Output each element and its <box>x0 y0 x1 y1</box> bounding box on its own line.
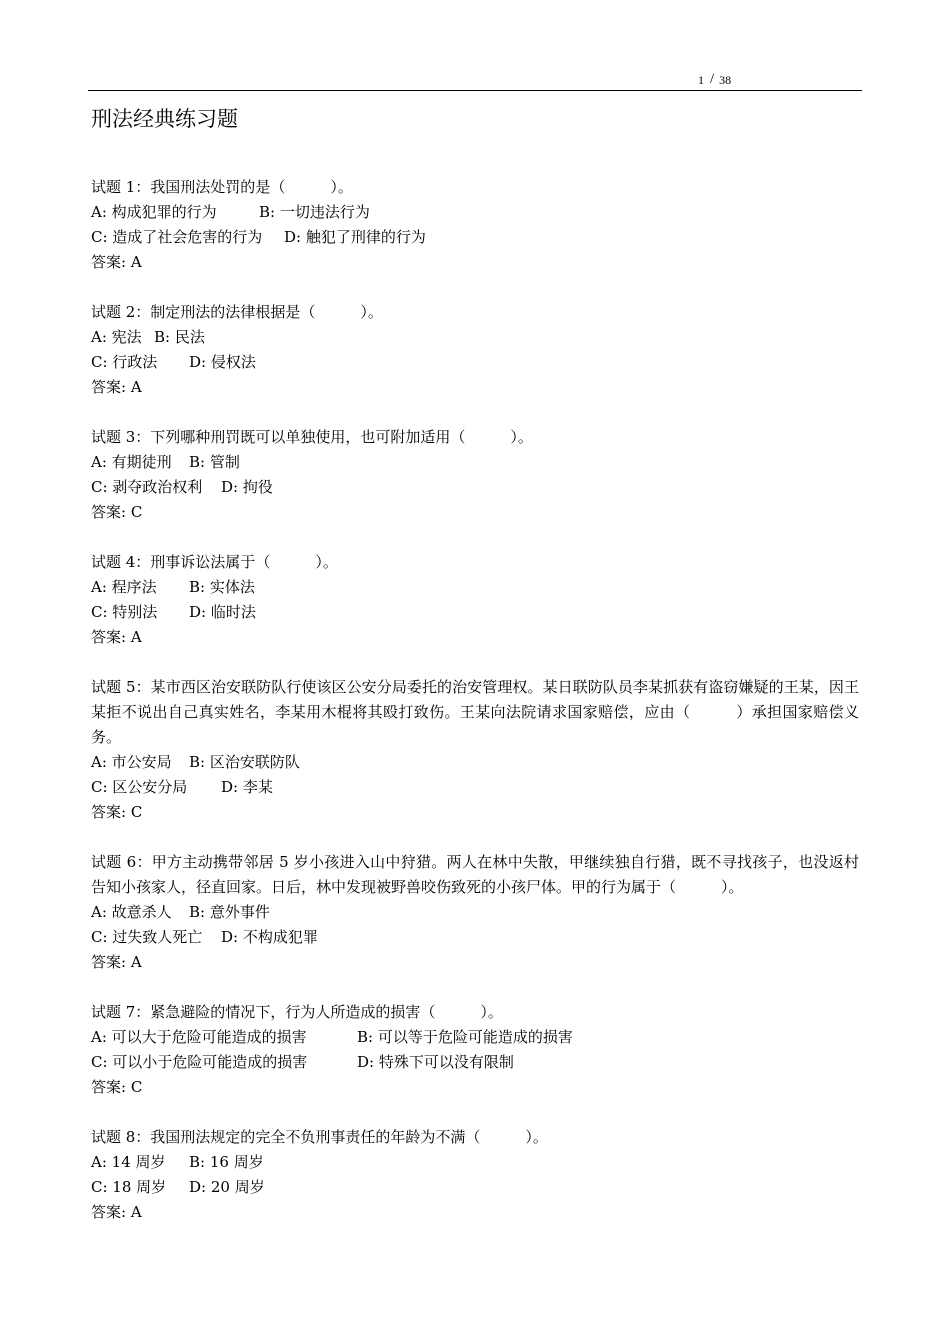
question-stem: 试题 7：紧急避险的情况下，行为人所造成的损害（ ）。 <box>91 1003 503 1021</box>
option-b: B: 区治安联防队 <box>189 753 300 771</box>
answer: 答案: A <box>91 953 142 971</box>
question-8 <box>91 1125 859 1225</box>
option-a: A: 14 周岁 <box>91 1153 166 1171</box>
answer: 答案: A <box>91 628 142 646</box>
page-separator: / <box>710 71 715 87</box>
options-row-cd <box>91 475 859 500</box>
options-row-ab <box>91 1025 859 1050</box>
option-c: C: 剥夺政治权利 <box>91 478 203 496</box>
options-row-cd <box>91 925 859 950</box>
options-row-cd <box>91 600 859 625</box>
options-row-cd <box>91 1050 859 1075</box>
option-b: B: 民法 <box>154 328 205 346</box>
option-d: D: 李某 <box>221 778 273 796</box>
options-row-ab <box>91 1150 859 1175</box>
question-6 <box>91 850 859 975</box>
question-stem: 试题 6：甲方主动携带邻居 5 岁小孩进入山中狩猎。两人在林中失散，甲继续独自行猎，既不寻找孩子，也没返村告知小孩家人，径直回家。日后，林中发现被野兽咬伤致死的小孩尸体。甲的行为属于（ ）。 <box>91 853 859 896</box>
option-a: A: 构成犯罪的行为 <box>91 203 217 221</box>
question-2 <box>91 300 859 400</box>
answer: 答案: C <box>91 1078 143 1096</box>
option-c: C: 造成了社会危害的行为 <box>91 228 263 246</box>
option-d: D: 临时法 <box>189 603 256 621</box>
options-row-ab <box>91 325 859 350</box>
option-b: B: 一切违法行为 <box>259 203 370 221</box>
option-d: D: 触犯了刑律的行为 <box>284 228 426 246</box>
options-row-cd <box>91 775 859 800</box>
option-c: C: 18 周岁 <box>91 1178 167 1196</box>
option-d: D: 不构成犯罪 <box>221 928 318 946</box>
answer: 答案: C <box>91 503 143 521</box>
page-header <box>88 68 862 91</box>
option-a: A: 故意杀人 <box>91 903 172 921</box>
page-number <box>698 72 731 87</box>
option-a: A: 可以大于危险可能造成的损害 <box>91 1028 307 1046</box>
question-5 <box>91 675 859 825</box>
options-row-cd <box>91 350 859 375</box>
option-a: A: 有期徒刑 <box>91 453 172 471</box>
option-c: C: 可以小于危险可能造成的损害 <box>91 1053 308 1071</box>
options-row-cd <box>91 225 859 250</box>
option-a: A: 程序法 <box>91 578 157 596</box>
option-c: C: 区公安分局 <box>91 778 188 796</box>
question-1 <box>91 175 859 275</box>
option-b: B: 管制 <box>189 453 240 471</box>
options-row-ab <box>91 200 859 225</box>
answer: 答案: A <box>91 378 142 396</box>
options-row-ab <box>91 450 859 475</box>
options-row-cd <box>91 1175 859 1200</box>
option-d: D: 侵权法 <box>189 353 256 371</box>
question-stem: 试题 5：某市西区治安联防队行使该区公安分局委托的治安管理权。某日联防队员李某抓获有盗窃嫌疑的王某，因王某拒不说出自己真实姓名，李某用木棍将其殴打致伤。王某向法院请求国家赔偿，应由（ ）承担国家赔偿义务。 <box>91 678 859 746</box>
option-c: C: 行政法 <box>91 353 158 371</box>
answer: 答案: A <box>91 253 142 271</box>
question-stem: 试题 4：刑事诉讼法属于（ ）。 <box>91 553 338 571</box>
option-c: C: 过失致人死亡 <box>91 928 203 946</box>
question-stem: 试题 3：下列哪种刑罚既可以单独使用，也可附加适用（ ）。 <box>91 428 533 446</box>
option-c: C: 特别法 <box>91 603 158 621</box>
answer: 答案: A <box>91 1203 142 1221</box>
document-title: 刑法经典练习题 <box>91 107 238 131</box>
options-row-ab <box>91 900 859 925</box>
page-total: 38 <box>719 73 732 87</box>
options-row-ab <box>91 750 859 775</box>
question-7 <box>91 1000 859 1100</box>
question-stem: 试题 8：我国刑法规定的完全不负刑事责任的年龄为不满（ ）。 <box>91 1128 548 1146</box>
option-d: D: 特殊下可以没有限制 <box>357 1053 514 1071</box>
question-list <box>91 175 859 1250</box>
question-stem: 试题 2：制定刑法的法律根据是（ ）。 <box>91 303 383 321</box>
question-stem: 试题 1：我国刑法处罚的是（ ）。 <box>91 178 353 196</box>
option-d: D: 20 周岁 <box>189 1178 265 1196</box>
option-b: B: 可以等于危险可能造成的损害 <box>357 1028 573 1046</box>
option-d: D: 拘役 <box>221 478 273 496</box>
options-row-ab <box>91 575 859 600</box>
option-b: B: 16 周岁 <box>189 1153 264 1171</box>
option-b: B: 实体法 <box>189 578 255 596</box>
question-3 <box>91 425 859 525</box>
option-b: B: 意外事件 <box>189 903 270 921</box>
option-a: A: 宪法 <box>91 328 142 346</box>
page-current: 1 <box>698 73 704 87</box>
option-a: A: 市公安局 <box>91 753 172 771</box>
question-4 <box>91 550 859 650</box>
answer: 答案: C <box>91 803 143 821</box>
